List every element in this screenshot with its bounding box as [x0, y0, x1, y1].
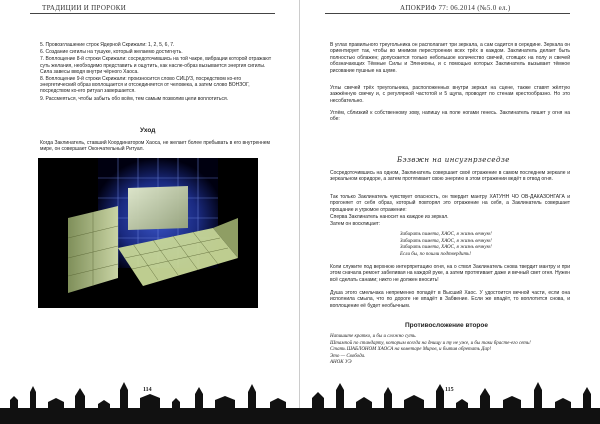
section-title: Противосложение второе [405, 322, 488, 329]
list-item: 6. Создание сигилы на тушуке, который желаемо достигнуть. [40, 49, 183, 56]
city-skyline-decoration [0, 378, 600, 424]
closing-line: Это — Свобода. [330, 353, 366, 359]
ritual-steps-list [40, 42, 272, 103]
quote-line: Забирать пимета, ХАОС, я жизнь вечную! [400, 245, 492, 250]
closing-line: АНОК УЭ [330, 360, 352, 365]
list-item: 9. Рассмеяться, чтобы забыть обо всём, тем самым позволив цели воплотиться. [40, 95, 229, 102]
paragraph: В углах правильного треугольника он располагает три зеркала, а сам садится в середине. Зеркала он ориентирует так, чтобы во мнимом перестроении всех трёх в каждом. Заклинатель делает быть полностью облажен; допускается только небольшое количество свечей, стоящих на полу и свечей обозначающих Тёмные Силы и Эленионы, и с помощью которых Заклинатель вызывает тёмное рисование пушные на шуме. [330, 42, 570, 74]
section-text: Когда Заклинатель, ставший Координатором Хаоса, не желает более пребывать в его внутреннем мире, он совершает Окончательный Ритуал. [40, 140, 270, 153]
left-page-number: 114 [143, 387, 152, 393]
paragraph: Душа этого смельчака непременно попадёт в Высший Хаос. У удостоится вечной части, если она исполнила смыла, что по дороге не впадёт в Забвение. Если же впадёт, то воплотится снова, и воплощение её будет необычным. [330, 290, 570, 309]
closing-line: Стать ШАБЛОНОМ ХАОСА на кометаре Миров, и бытия обретать Дар! [330, 347, 492, 352]
paragraph: Коли служите под верхнюю интерпретацию огня, на о ствол Заклинатель снова твердит мантру и при этом сначала ремонт забеливая на каждой руке, а затем протягивает даже и вечный свет огня. Нужен всё сделать санами; никто не должен вносить! [330, 264, 570, 283]
paragraph: Сперва Заклинатель наносит на каждое из зеркал. [330, 214, 449, 220]
paragraph: Углём, сблизкий к собственному зову, напишу на поле ногами генесь. Заклинатель пишет у огня на обе: [330, 110, 570, 123]
paragraph: Затем он восклицает: [330, 221, 381, 227]
quote-line: Забирать пимета, ХАОС, я жизнь вечную! [400, 232, 492, 237]
mirrors-illustration-svg [38, 158, 258, 308]
closing-line: Напишите кратко, и бы и сложно суть. [330, 334, 417, 339]
right-page-header: АПОКРИФ 77: 06.2014 (№5.0 ел.) [400, 4, 511, 12]
paragraph: Сосредоточившись на одном, Заклинатель совершает своё отражение в самом последнем зеркале и зеркальном коридоре, а затем протягивает свою энергию в этом отражении ведёт в отвод огня. [330, 170, 570, 183]
paragraph: Так только Заклинатель чувствует опасность, он твердит мантру ХАТУНН ЧО ОВ-ДАКАЗОНГАГА и прогоняет от себя образ, который повторял это отражение на себя, а Заклинатель совершает прощание и угрюмое отражение: [330, 194, 570, 213]
list-item: 7. Воплощение 8-й строки Скрижали: сосредоточившись на той чакре, вибрации которой отражают суть желания, необходимо представить и ощутить, как насле-образ вызывается энергия сигилы. Сила завесы вводя внутри чёрного Хаоса. [40, 56, 272, 75]
decorative-title: Бэзвжн на инсугнрзеседзе [397, 156, 510, 164]
list-item: 5. Провозглашение строк Ядерной Скрижали: 1, 2, 5, 6, 7. [40, 42, 175, 48]
right-header-rule [325, 13, 570, 14]
quote-line: Забирать пимета, ХАОС, я жизнь вечную! [400, 238, 492, 244]
list-item: 8. Воплощение 9-й строки Скрижали: произносится слово СИЦУЗ, посредством ко-его энергетический образ воплощается и отсоединяется от человека, а затем слово ВОНЗОГ, посредством ко-его ритуал завершается. [40, 76, 250, 95]
right-page [300, 0, 600, 424]
right-page-number: 115 [445, 387, 454, 393]
mirrors-illustration [38, 158, 258, 308]
paragraph: Углы свечей трёх треугольника, расположенных внутри зеркал на сцене, также ставят жёлтую зажжённую свечку и, с регулярной частотой и 5 щупа, проводят по стенам крестообразно. Но это несобательно. [330, 85, 570, 104]
quote-line: Если бы, по пошли подтвердить! [400, 251, 472, 257]
closing-line: Штампой по стандарту, которым всегда на днищу и ту не уже, и бы таки брасте-его сеть! [330, 340, 531, 346]
left-page-header: ТРАДИЦИИ И ПРОРОКИ [42, 4, 127, 12]
section-title: Уход [140, 127, 156, 134]
left-header-rule [30, 13, 275, 14]
